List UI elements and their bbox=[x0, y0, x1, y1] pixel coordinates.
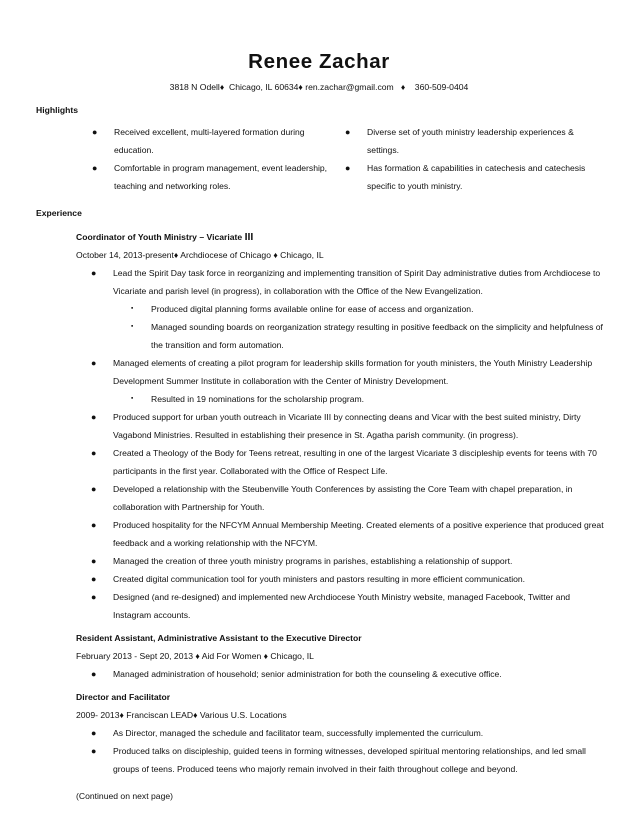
job-bullet: ● Developed a relationship with the Steubenville Youth Conferences by assisting the Core Team with chapel preparation, in collaboration with Partnership for Youth. bbox=[76, 480, 606, 516]
job-bullet: ● Created a Theology of the Body for Teens retreat, resulting in one of the largest Vicariate 3 discipleship events for teens with 70 participants in the first year. Collaborated with the Office of Respect Life. bbox=[76, 444, 606, 480]
highlight-item: ● Comfortable in program management, event leadership, teaching and networking roles. bbox=[92, 159, 332, 195]
job-meta: February 2013 - Sept 20, 2013 ♦ Aid For Women ♦ Chicago, IL bbox=[76, 651, 314, 661]
experience-heading: Experience bbox=[36, 208, 82, 218]
job-bullet: ● Created digital communication tool for youth ministers and pastors resulting in more efficient communication. bbox=[76, 570, 606, 588]
job-sub-bullet: ▪ Resulted in 19 nominations for the scholarship program. bbox=[76, 390, 606, 408]
bullet-icon: ● bbox=[91, 669, 97, 679]
highlights-heading: Highlights bbox=[36, 105, 79, 115]
bullet-icon: ● bbox=[91, 556, 97, 566]
square-bullet-icon: ▪ bbox=[131, 395, 134, 402]
experience-list bbox=[76, 228, 606, 805]
job-sub-bullet: ▪ Produced digital planning forms available online for ease of access and organization. bbox=[76, 300, 606, 318]
job-meta: 2009- 2013♦ Franciscan LEAD♦ Various U.S. Locations bbox=[76, 710, 287, 720]
job-bullet: ● Lead the Spirit Day task force in reorganizing and implementing transition of Spirit Day administrative duties from Archdiocese to Vicariate and parish level (in progress), in collaboration with the Office of the New Evangelization. bbox=[76, 264, 606, 300]
highlight-item: ● Diverse set of youth ministry leadership experiences & settings. bbox=[345, 123, 597, 159]
job-title: Director and Facilitator bbox=[76, 692, 171, 702]
job-bullet: ● Produced hospitality for the NFCYM Annual Membership Meeting. Created elements of a positive experience that produced great feedback and a working relationship with the NFCYM. bbox=[76, 516, 606, 552]
bullet-icon: ● bbox=[92, 163, 98, 173]
job-entry bbox=[76, 228, 606, 624]
job-sub-bullet: ▪ Managed sounding boards on reorganization strategy resulting in positive feedback on the simplicity and helpfulness of the transition and form automation. bbox=[76, 318, 606, 354]
highlight-item: ● Received excellent, multi-layered formation during education. bbox=[92, 123, 332, 159]
bullet-icon: ● bbox=[91, 268, 97, 278]
job-entry bbox=[76, 688, 606, 778]
bullet-icon: ● bbox=[92, 127, 98, 137]
job-bullet: ● Produced talks on discipleship, guided teens in forming witnesses, developed spiritual mentoring relationships, and led small groups of teens. Produced teens who majorly remain involved in their faith throughout college and beyond. bbox=[76, 742, 606, 778]
job-bullet: ● Managed the creation of three youth ministry programs in parishes, establishing a relationship of support. bbox=[76, 552, 606, 570]
bullet-icon: ● bbox=[345, 127, 351, 137]
job-bullet: ● Produced support for urban youth outreach in Vicariate III by connecting deans and Vicar with the best suited ministry, Dirty Vagabond Ministries. Resulted in establishing their presence in St. Agatha parish community. (in progress). bbox=[76, 408, 606, 444]
contact-line: 3818 N Odell♦ Chicago, IL 60634♦ ren.zachar@gmail.com ♦ 360-509-0404 bbox=[169, 82, 469, 92]
bullet-icon: ● bbox=[91, 574, 97, 584]
bullet-icon: ● bbox=[91, 448, 97, 458]
bullet-icon: ● bbox=[91, 484, 97, 494]
candidate-name: Renee Zachar bbox=[248, 50, 390, 73]
job-entry bbox=[76, 629, 606, 683]
job-bullet: ● Designed (and re-designed) and implemented new Archdiocese Youth Ministry website, managed Facebook, Twitter and Instagram accounts. bbox=[76, 588, 606, 624]
bullet-icon: ● bbox=[91, 592, 97, 602]
bullet-icon: ● bbox=[91, 728, 97, 738]
highlights-right-column bbox=[345, 123, 597, 195]
bullet-icon: ● bbox=[91, 412, 97, 422]
job-title: Coordinator of Youth Ministry – Vicariate III bbox=[76, 231, 254, 243]
job-meta: October 14, 2013-present♦ Archdiocese of Chicago ♦ Chicago, IL bbox=[76, 250, 324, 260]
square-bullet-icon: ▪ bbox=[131, 323, 134, 330]
highlights-left-column bbox=[92, 123, 332, 195]
bullet-icon: ● bbox=[91, 746, 97, 756]
job-title: Resident Assistant, Administrative Assistant to the Executive Director bbox=[76, 633, 362, 643]
job-bullet: ● Managed administration of household; senior administration for both the counseling & executive office. bbox=[76, 665, 606, 683]
bullet-icon: ● bbox=[345, 163, 351, 173]
bullet-icon: ● bbox=[91, 358, 97, 368]
job-bullet: ● As Director, managed the schedule and facilitator team, successfully implemented the curriculum. bbox=[76, 724, 606, 742]
continued-note: (Continued on next page) bbox=[76, 791, 173, 801]
highlight-item: ● Has formation & capabilities in catechesis and catechesis specific to youth ministry. bbox=[345, 159, 597, 195]
square-bullet-icon: ▪ bbox=[131, 305, 134, 312]
bullet-icon: ● bbox=[91, 520, 97, 530]
job-bullet: ● Managed elements of creating a pilot program for leadership skills formation for youth ministers, the Youth Ministry Leadership Development Summer Institute in collaboration with the Center of Ministry Development. bbox=[76, 354, 606, 390]
